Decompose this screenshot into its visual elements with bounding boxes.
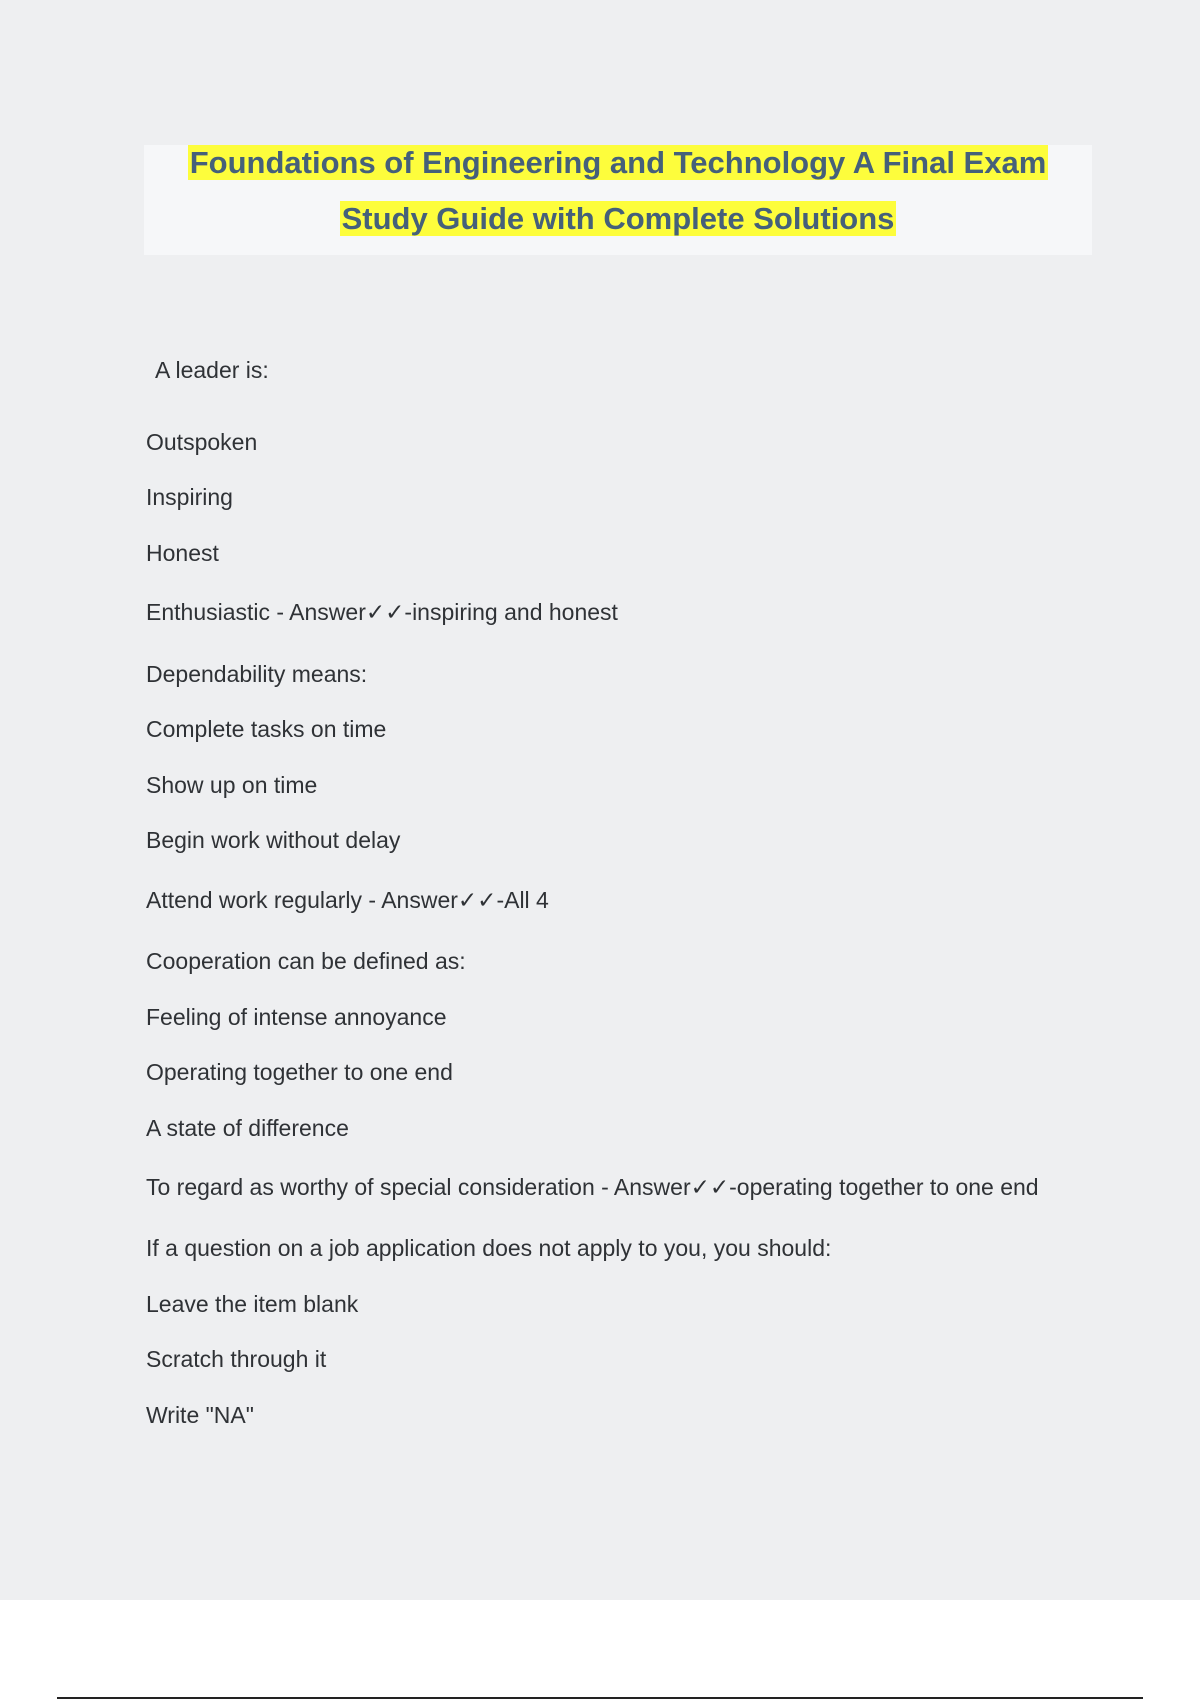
question-1-option: Inspiring bbox=[146, 484, 233, 510]
question-2-answer: Attend work regularly - Answer✓✓-All 4 bbox=[146, 887, 549, 913]
question-3-option: A state of difference bbox=[146, 1115, 349, 1141]
question-4-option: Leave the item blank bbox=[146, 1291, 359, 1317]
question-3-prompt: Cooperation can be defined as: bbox=[146, 948, 466, 974]
title-highlight-2: Study Guide with Complete Solutions bbox=[341, 201, 895, 236]
question-1-option: Outspoken bbox=[146, 429, 258, 455]
question-2-prompt: Dependability means: bbox=[146, 661, 368, 687]
question-2-option: Begin work without delay bbox=[146, 827, 401, 853]
question-4-option: Write "NA" bbox=[146, 1402, 254, 1428]
question-1-option: Honest bbox=[146, 540, 219, 566]
question-3-option: Feeling of intense annoyance bbox=[146, 1004, 447, 1030]
document-title-line-2 bbox=[144, 199, 1092, 239]
question-2-option: Complete tasks on time bbox=[146, 716, 387, 742]
question-1-prompt: A leader is: bbox=[155, 357, 269, 383]
question-3-option: Operating together to one end bbox=[146, 1059, 453, 1085]
question-1-answer: Enthusiastic - Answer✓✓-inspiring and honest bbox=[146, 599, 618, 625]
footer-divider bbox=[57, 1697, 1143, 1699]
question-4-prompt: If a question on a job application does not apply to you, you should: bbox=[146, 1235, 832, 1261]
question-3-answer: To regard as worthy of special consideration - Answer✓✓-operating together to one end bbox=[146, 1174, 1039, 1200]
question-2-option: Show up on time bbox=[146, 772, 318, 798]
question-4-option: Scratch through it bbox=[146, 1346, 327, 1372]
document-title-line-1 bbox=[144, 143, 1092, 183]
title-highlight-1: Foundations of Engineering and Technology A Final Exam bbox=[189, 145, 1047, 180]
